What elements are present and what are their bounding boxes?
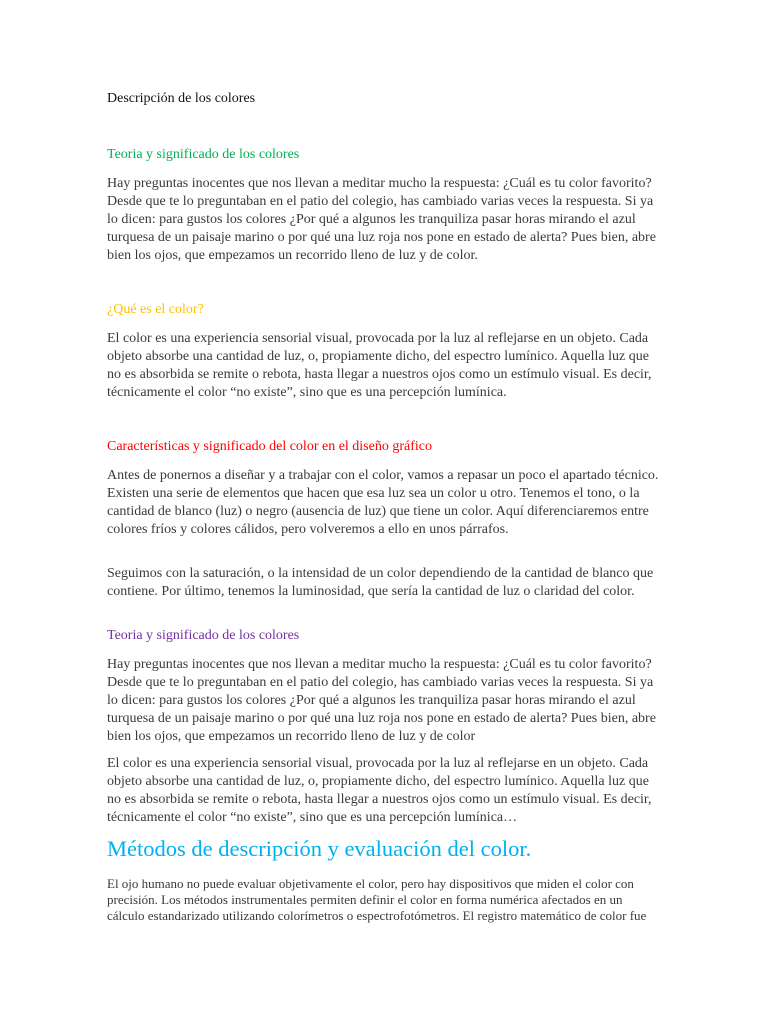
section-paragraph: Hay preguntas inocentes que nos llevan a meditar mucho la respuesta: ¿Cuál es tu color favorito? Desde que te lo preguntaban en el patio del colegio, has cambiado varias veces la respuesta. Si ya lo dicen: para gustos los colores ¿Por qué a algunos les tranquiliza pasar horas mirando el azul turquesa de un paisaje marino o por qué una luz roja nos pone en estado de alerta? Pues bien, abre bien los ojos, que empezamos un recorrido lleno de luz y de color <box>107 657 656 744</box>
document-title: Descripción de los colores <box>107 91 256 106</box>
section-paragraph: Antes de ponernos a diseñar y a trabajar con el color, vamos a repasar un poco el apartado técnico. Existen una serie de elementos que hacen que esa luz sea un color u otro. Tenemos el tono, o la cantidad de blanco (luz) o negro (ausencia de luz) que tiene un color. Aquí diferenciaremos entre colores fríos y colores cálidos, pero volveremos a ello en unos párrafos. <box>107 468 659 537</box>
section-heading-teoria-repeat: Teoria y significado de los colores <box>107 628 300 643</box>
section-heading-caracteristicas: Características y significado del color en el diseño gráfico <box>107 439 432 454</box>
section-paragraph: El ojo humano no puede evaluar objetivamente el color, pero hay dispositivos que miden el color con precisión. Los métodos instrumentales permiten definir el color en forma numérica afectados en un cálculo estandarizado utilizando colorímetros o espectrofotómetros. El registro matemático de color fue <box>107 876 647 923</box>
section-paragraph: Seguimos con la saturación, o la intensidad de un color dependiendo de la cantidad de blanco que contiene. Por último, tenemos la luminosidad, que sería la cantidad de luz o claridad del color. <box>107 566 654 599</box>
section-paragraph: El color es una experiencia sensorial visual, provocada por la luz al reflejarse en un objeto. Cada objeto absorbe una cantidad de luz, o, propiamente dicho, del espectro lumínico. Aquella luz que no es absorbida se remite o rebota, hasta llegar a nuestros ojos como un estímulo visual. Es decir, técnicamente el color “no existe”, sino que es una percepción lumínica… <box>107 756 652 825</box>
section-heading-teoria: Teoria y significado de los colores <box>107 147 300 162</box>
section-heading-que-es-el-color: ¿Qué es el color? <box>107 302 204 317</box>
section-paragraph: El color es una experiencia sensorial visual, provocada por la luz al reflejarse en un objeto. Cada objeto absorbe una cantidad de luz, o, propiamente dicho, del espectro lumínico. Aquella luz que no es absorbida se remite o rebota, hasta llegar a nuestros ojos como un estímulo visual. Es decir, técnicamente el color “no existe”, sino que es una percepción lumínica. <box>107 331 652 400</box>
section-heading-metodos: Métodos de descripción y evaluación del color. <box>107 836 532 861</box>
section-paragraph: Hay preguntas inocentes que nos llevan a meditar mucho la respuesta: ¿Cuál es tu color favorito? Desde que te lo preguntaban en el patio del colegio, has cambiado varias veces la respuesta. Si ya lo dicen: para gustos los colores ¿Por qué a algunos les tranquiliza pasar horas mirando el azul turquesa de un paisaje marino o por qué una luz roja nos pone en estado de alerta? Pues bien, abre bien los ojos, que empezamos un recorrido lleno de luz y de color. <box>107 176 656 263</box>
